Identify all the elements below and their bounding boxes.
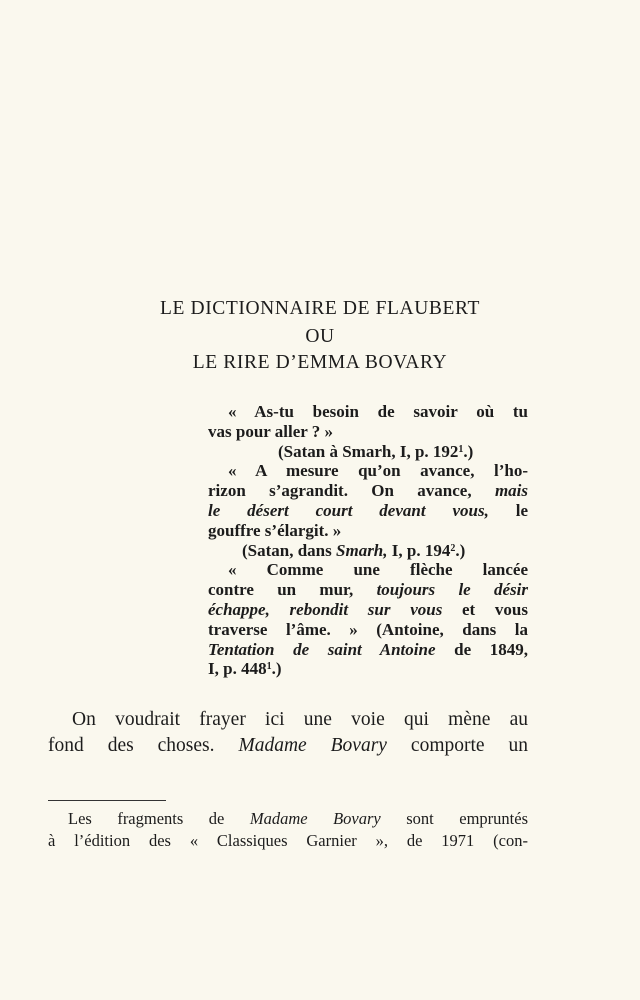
body-paragraph — [48, 707, 528, 759]
footnote-line: Les fragments de Madame Bovary sont empruntés — [68, 809, 528, 828]
epigraph-line: « Comme une flèche lancée — [228, 560, 528, 580]
epigraph-citation: (Satan à Smarh, I, p. $192^1$.) — [278, 441, 474, 461]
chapter-title-line-2: OU — [305, 326, 335, 347]
body-line: fond des choses. Madame Bovary comporte un — [48, 735, 529, 756]
epigraph-line: « As-tu besoin de savoir où tu — [228, 402, 528, 421]
body-line: On voudrait frayer ici une voie qui mène au — [72, 709, 528, 730]
chapter-title-line-3: LE RIRE D’EMMA BOVARY — [192, 352, 448, 373]
epigraph-line: rizon s’agrandit. On avance, mais — [208, 481, 529, 501]
epigraph-citation: I, p. $448^1$.) — [208, 659, 282, 679]
epigraph — [208, 402, 528, 679]
footnote-ref: 1 — [458, 443, 464, 455]
footnote-line: à l’édition des « Classiques Garnier », de 1971 (con- — [48, 831, 528, 850]
epigraph-line: le désert court devant vous, le — [208, 500, 528, 520]
chapter-title-line-1: LE DICTIONNAIRE DE FLAUBERT — [160, 298, 480, 319]
epigraph-line: vas pour aller ? » — [208, 421, 333, 441]
epigraph-line: échappe, rebondit sur vous et vous — [208, 599, 528, 619]
footnote-ref: 2 — [450, 542, 456, 554]
epigraph-line: traverse l’âme. » (Antoine, dans la — [208, 619, 528, 639]
epigraph-line: Tentation de saint Antoine de 1849, — [208, 639, 528, 659]
epigraph-citation: (Satan, dans Smarh, I, p. $194^2$.) — [242, 540, 466, 560]
epigraph-line: « A mesure qu’on avance, l’ho- — [228, 461, 528, 481]
footnote — [48, 808, 528, 852]
epigraph-line: contre un mur, toujours le désir — [208, 580, 529, 600]
footnote-ref: 1 — [266, 661, 272, 673]
epigraph-line: gouffre s’élargit. » — [208, 520, 342, 540]
footnote-divider — [48, 800, 166, 801]
